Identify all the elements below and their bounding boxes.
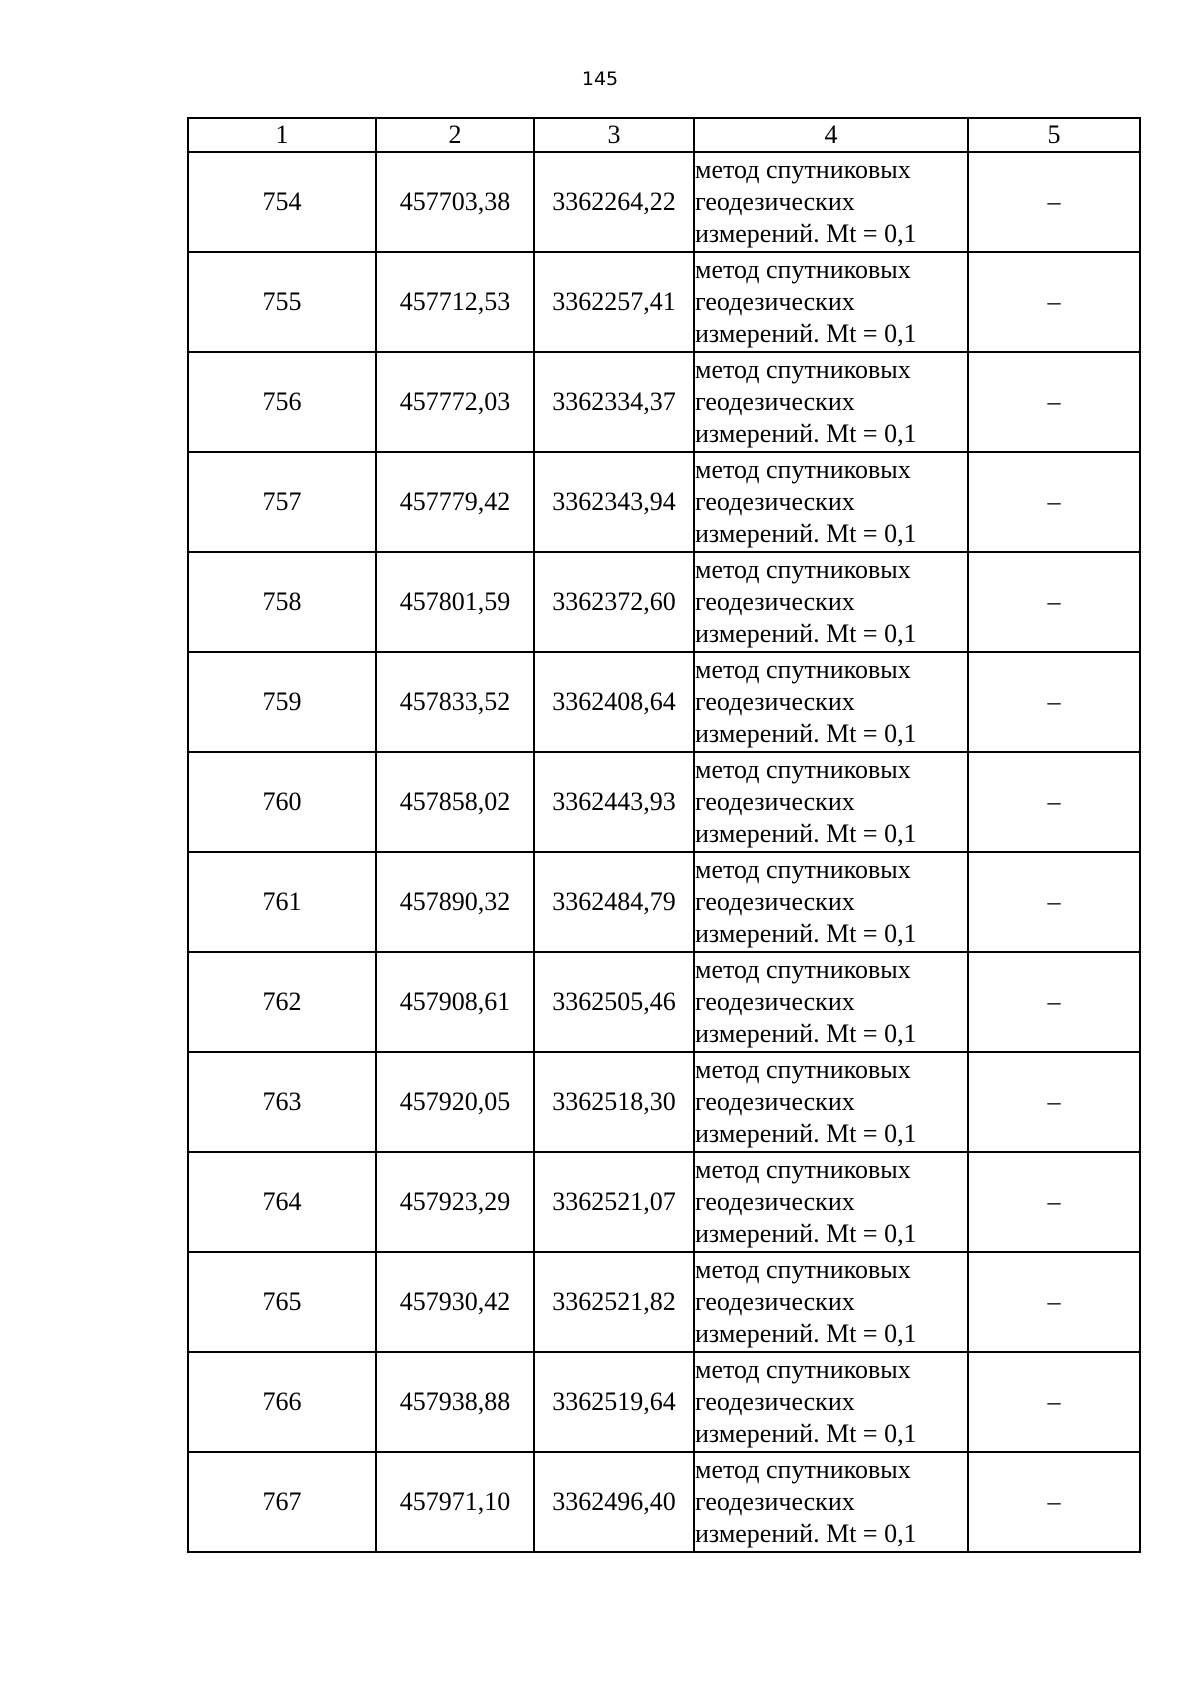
x-coordinate-cell: 457703,38 bbox=[376, 152, 534, 252]
note-cell: – bbox=[968, 252, 1140, 352]
method-cell bbox=[694, 852, 968, 952]
method-text-line: геодезических bbox=[695, 1287, 855, 1316]
method-text-line: метод спутниковых bbox=[695, 755, 911, 784]
y-coordinate-cell: 3362334,37 bbox=[534, 352, 694, 452]
y-coordinate-cell: 3362372,60 bbox=[534, 552, 694, 652]
method-text-line: геодезических bbox=[695, 787, 855, 816]
x-coordinate-cell: 457923,29 bbox=[376, 1152, 534, 1252]
note-cell: – bbox=[968, 1152, 1140, 1252]
y-coordinate-cell: 3362521,07 bbox=[534, 1152, 694, 1252]
method-text-line: измерений. Mt = 0,1 bbox=[695, 919, 917, 948]
x-coordinate-cell: 457908,61 bbox=[376, 952, 534, 1052]
y-coordinate-cell: 3362521,82 bbox=[534, 1252, 694, 1352]
point-number-cell: 758 bbox=[188, 552, 376, 652]
point-number-cell: 764 bbox=[188, 1152, 376, 1252]
x-coordinate-cell: 457712,53 bbox=[376, 252, 534, 352]
method-text-line: геодезических bbox=[695, 1087, 855, 1116]
point-number-cell: 763 bbox=[188, 1052, 376, 1152]
method-text-line: геодезических bbox=[695, 1387, 855, 1416]
method-cell bbox=[694, 652, 968, 752]
method-text-line: геодезических bbox=[695, 1187, 855, 1216]
method-text-line: измерений. Mt = 0,1 bbox=[695, 519, 917, 548]
method-text-line: измерений. Mt = 0,1 bbox=[695, 419, 917, 448]
method-text-line: метод спутниковых bbox=[695, 1255, 911, 1284]
point-number-cell: 767 bbox=[188, 1452, 376, 1552]
method-text-line: геодезических bbox=[695, 887, 855, 916]
x-coordinate-cell: 457779,42 bbox=[376, 452, 534, 552]
note-cell: – bbox=[968, 752, 1140, 852]
x-coordinate-cell: 457930,42 bbox=[376, 1252, 534, 1352]
y-coordinate-cell: 3362257,41 bbox=[534, 252, 694, 352]
point-number-cell: 754 bbox=[188, 152, 376, 252]
method-text-line: метод спутниковых bbox=[695, 1155, 911, 1184]
x-coordinate-cell: 457858,02 bbox=[376, 752, 534, 852]
method-cell bbox=[694, 752, 968, 852]
column-header-3: 3 bbox=[534, 118, 694, 152]
method-text-line: геодезических bbox=[695, 387, 855, 416]
method-text-line: геодезических bbox=[695, 187, 855, 216]
note-cell: – bbox=[968, 852, 1140, 952]
method-cell bbox=[694, 1152, 968, 1252]
method-cell bbox=[694, 152, 968, 252]
table-row bbox=[188, 352, 1140, 452]
method-cell bbox=[694, 1352, 968, 1452]
y-coordinate-cell: 3362484,79 bbox=[534, 852, 694, 952]
note-cell: – bbox=[968, 352, 1140, 452]
method-text-line: метод спутниковых bbox=[695, 1455, 911, 1484]
method-text-line: метод спутниковых bbox=[695, 355, 911, 384]
method-text-line: измерений. Mt = 0,1 bbox=[695, 1319, 917, 1348]
note-cell: – bbox=[968, 552, 1140, 652]
note-cell: – bbox=[968, 952, 1140, 1052]
method-text-line: метод спутниковых bbox=[695, 555, 911, 584]
x-coordinate-cell: 457890,32 bbox=[376, 852, 534, 952]
method-cell bbox=[694, 1052, 968, 1152]
note-cell: – bbox=[968, 152, 1140, 252]
table-header-row bbox=[188, 118, 1140, 152]
method-text-line: измерений. Mt = 0,1 bbox=[695, 319, 917, 348]
method-text-line: метод спутниковых bbox=[695, 655, 911, 684]
table-row bbox=[188, 252, 1140, 352]
method-text-line: геодезических bbox=[695, 687, 855, 716]
note-cell: – bbox=[968, 1452, 1140, 1552]
column-header-2: 2 bbox=[376, 118, 534, 152]
table-row bbox=[188, 752, 1140, 852]
method-cell bbox=[694, 552, 968, 652]
method-cell bbox=[694, 1252, 968, 1352]
y-coordinate-cell: 3362343,94 bbox=[534, 452, 694, 552]
point-number-cell: 759 bbox=[188, 652, 376, 752]
method-text-line: геодезических bbox=[695, 487, 855, 516]
method-text-line: метод спутниковых bbox=[695, 155, 911, 184]
table-row bbox=[188, 1452, 1140, 1552]
table-body bbox=[188, 152, 1140, 1552]
method-cell bbox=[694, 1452, 968, 1552]
table-row bbox=[188, 652, 1140, 752]
method-text-line: измерений. Mt = 0,1 bbox=[695, 719, 917, 748]
point-number-cell: 765 bbox=[188, 1252, 376, 1352]
table-row bbox=[188, 152, 1140, 252]
coordinates-table bbox=[187, 117, 1141, 1553]
table-row bbox=[188, 852, 1140, 952]
point-number-cell: 756 bbox=[188, 352, 376, 452]
page-number: 145 bbox=[581, 68, 619, 90]
y-coordinate-cell: 3362519,64 bbox=[534, 1352, 694, 1452]
method-cell bbox=[694, 252, 968, 352]
method-text-line: геодезических bbox=[695, 1487, 855, 1516]
point-number-cell: 755 bbox=[188, 252, 376, 352]
x-coordinate-cell: 457938,88 bbox=[376, 1352, 534, 1452]
point-number-cell: 766 bbox=[188, 1352, 376, 1452]
note-cell: – bbox=[968, 1352, 1140, 1452]
note-cell: – bbox=[968, 452, 1140, 552]
method-text-line: геодезических bbox=[695, 587, 855, 616]
method-text-line: измерений. Mt = 0,1 bbox=[695, 1019, 917, 1048]
note-cell: – bbox=[968, 1052, 1140, 1152]
method-text-line: метод спутниковых bbox=[695, 255, 911, 284]
y-coordinate-cell: 3362518,30 bbox=[534, 1052, 694, 1152]
method-text-line: метод спутниковых bbox=[695, 855, 911, 884]
method-text-line: измерений. Mt = 0,1 bbox=[695, 219, 917, 248]
y-coordinate-cell: 3362443,93 bbox=[534, 752, 694, 852]
method-cell bbox=[694, 452, 968, 552]
x-coordinate-cell: 457971,10 bbox=[376, 1452, 534, 1552]
method-text-line: метод спутниковых bbox=[695, 1355, 911, 1384]
column-header-1: 1 bbox=[188, 118, 376, 152]
method-text-line: измерений. Mt = 0,1 bbox=[695, 619, 917, 648]
y-coordinate-cell: 3362505,46 bbox=[534, 952, 694, 1052]
method-text-line: метод спутниковых bbox=[695, 955, 911, 984]
y-coordinate-cell: 3362408,64 bbox=[534, 652, 694, 752]
method-text-line: измерений. Mt = 0,1 bbox=[695, 1419, 917, 1448]
point-number-cell: 761 bbox=[188, 852, 376, 952]
column-header-4: 4 bbox=[694, 118, 968, 152]
table-row bbox=[188, 1352, 1140, 1452]
point-number-cell: 760 bbox=[188, 752, 376, 852]
column-header-5: 5 bbox=[968, 118, 1140, 152]
point-number-cell: 757 bbox=[188, 452, 376, 552]
table-row bbox=[188, 1152, 1140, 1252]
x-coordinate-cell: 457833,52 bbox=[376, 652, 534, 752]
y-coordinate-cell: 3362496,40 bbox=[534, 1452, 694, 1552]
method-cell bbox=[694, 352, 968, 452]
method-text-line: измерений. Mt = 0,1 bbox=[695, 1219, 917, 1248]
method-text-line: метод спутниковых bbox=[695, 455, 911, 484]
table-row bbox=[188, 952, 1140, 1052]
point-number-cell: 762 bbox=[188, 952, 376, 1052]
method-text-line: измерений. Mt = 0,1 bbox=[695, 1119, 917, 1148]
method-text-line: измерений. Mt = 0,1 bbox=[695, 1519, 917, 1548]
table-row bbox=[188, 1052, 1140, 1152]
x-coordinate-cell: 457801,59 bbox=[376, 552, 534, 652]
method-text-line: геодезических bbox=[695, 987, 855, 1016]
x-coordinate-cell: 457920,05 bbox=[376, 1052, 534, 1152]
note-cell: – bbox=[968, 1252, 1140, 1352]
note-cell: – bbox=[968, 652, 1140, 752]
method-text-line: метод спутниковых bbox=[695, 1055, 911, 1084]
x-coordinate-cell: 457772,03 bbox=[376, 352, 534, 452]
y-coordinate-cell: 3362264,22 bbox=[534, 152, 694, 252]
method-text-line: геодезических bbox=[695, 287, 855, 316]
method-text-line: измерений. Mt = 0,1 bbox=[695, 819, 917, 848]
method-cell bbox=[694, 952, 968, 1052]
table-row bbox=[188, 552, 1140, 652]
table-row bbox=[188, 1252, 1140, 1352]
table-row bbox=[188, 452, 1140, 552]
